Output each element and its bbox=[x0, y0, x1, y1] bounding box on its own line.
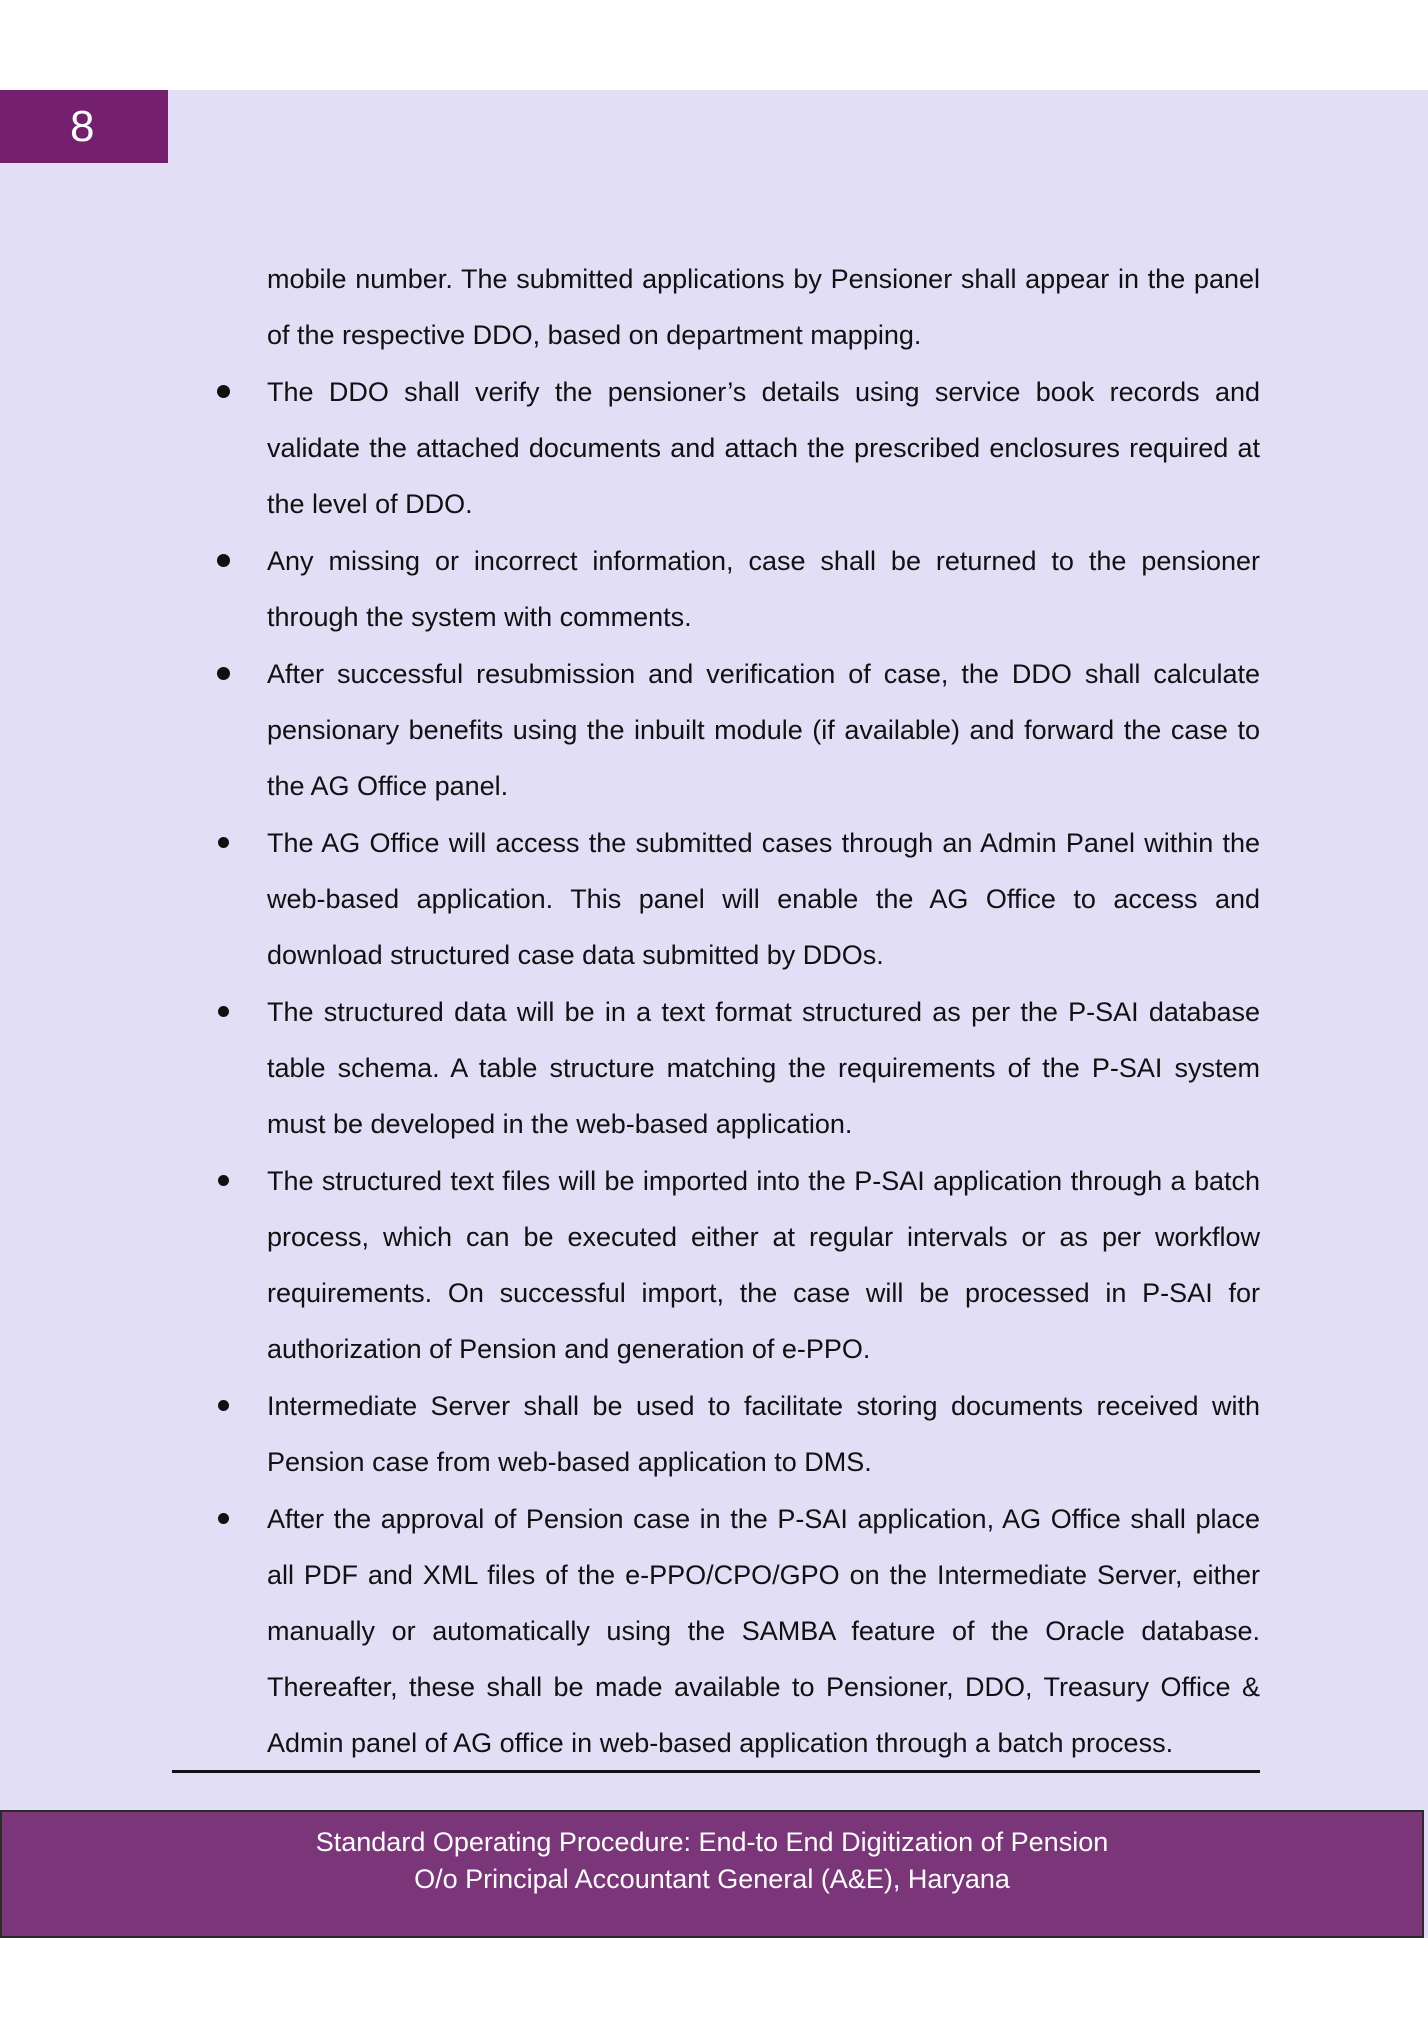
footer-title: Standard Operating Procedure: End-to End Digitization of Pension bbox=[315, 1827, 1109, 1857]
bullet-text: After successful resubmission and verification of case, the DDO shall calculate pensionary benefits using the inbuilt module (if available) and forward the case to the AG Office panel. bbox=[267, 659, 1260, 801]
paragraph-text: mobile number. The submitted applications by Pensioner shall appear in the panel of the respective DDO, based on department mapping. bbox=[267, 264, 1260, 350]
bullet-item bbox=[210, 984, 1260, 1152]
bullet-text: The structured text files will be imported into the P-SAI application through a batch process, which can be executed either at regular intervals or as per workflow requirements. On successful import, the case will be processed in P-SAI for authorization of Pension and generation of e-PPO. bbox=[267, 1166, 1260, 1364]
bullet-icon bbox=[218, 1400, 229, 1411]
bullet-icon bbox=[217, 554, 230, 567]
bullet-item bbox=[210, 533, 1260, 645]
bullet-icon bbox=[218, 837, 229, 848]
bullet-item bbox=[210, 1491, 1260, 1771]
bullet-text: The DDO shall verify the pensioner’s details using service book records and validate the attached documents and attach the prescribed enclosures required at the level of DDO. bbox=[267, 377, 1260, 519]
bullet-icon bbox=[218, 1006, 229, 1017]
bullet-icon bbox=[217, 385, 230, 398]
bullet-item bbox=[210, 646, 1260, 814]
bullet-item bbox=[210, 1378, 1260, 1490]
body-content bbox=[210, 251, 1260, 1772]
footer-office: O/o Principal Accountant General (A&E), Haryana bbox=[414, 1864, 1010, 1894]
footer-divider bbox=[172, 1770, 1260, 1773]
paragraph bbox=[210, 251, 1260, 363]
bullet-item bbox=[210, 1153, 1260, 1377]
bullet-icon bbox=[217, 667, 230, 680]
bullet-text: Intermediate Server shall be used to facilitate storing documents received with Pension case from web-based application to DMS. bbox=[267, 1391, 1260, 1477]
bullet-item bbox=[210, 364, 1260, 532]
bullet-text: The structured data will be in a text format structured as per the P-SAI database table schema. A table structure matching the requirements of the P-SAI system must be developed in the web-based application. bbox=[267, 997, 1260, 1139]
footer-band bbox=[0, 1810, 1424, 1938]
bullet-item bbox=[210, 815, 1260, 983]
bullet-text: Any missing or incorrect information, case shall be returned to the pensioner through the system with comments. bbox=[267, 546, 1260, 632]
bullet-text: The AG Office will access the submitted cases through an Admin Panel within the web-based application. This panel will enable the AG Office to access and download structured case data submitted by DDOs. bbox=[267, 828, 1260, 970]
bullet-text: After the approval of Pension case in the P-SAI application, AG Office shall place all PDF and XML files of the e-PPO/CPO/GPO on the Intermediate Server, either manually or automatically using the SAMBA feature of the Oracle database. Thereafter, these shall be made available to Pensioner, DDO, Treasury Office & Admin panel of AG office in web-based application through a batch process. bbox=[267, 1504, 1260, 1758]
bullet-icon bbox=[218, 1513, 229, 1524]
bullet-icon bbox=[218, 1175, 229, 1186]
page-number: 8 bbox=[0, 90, 168, 163]
